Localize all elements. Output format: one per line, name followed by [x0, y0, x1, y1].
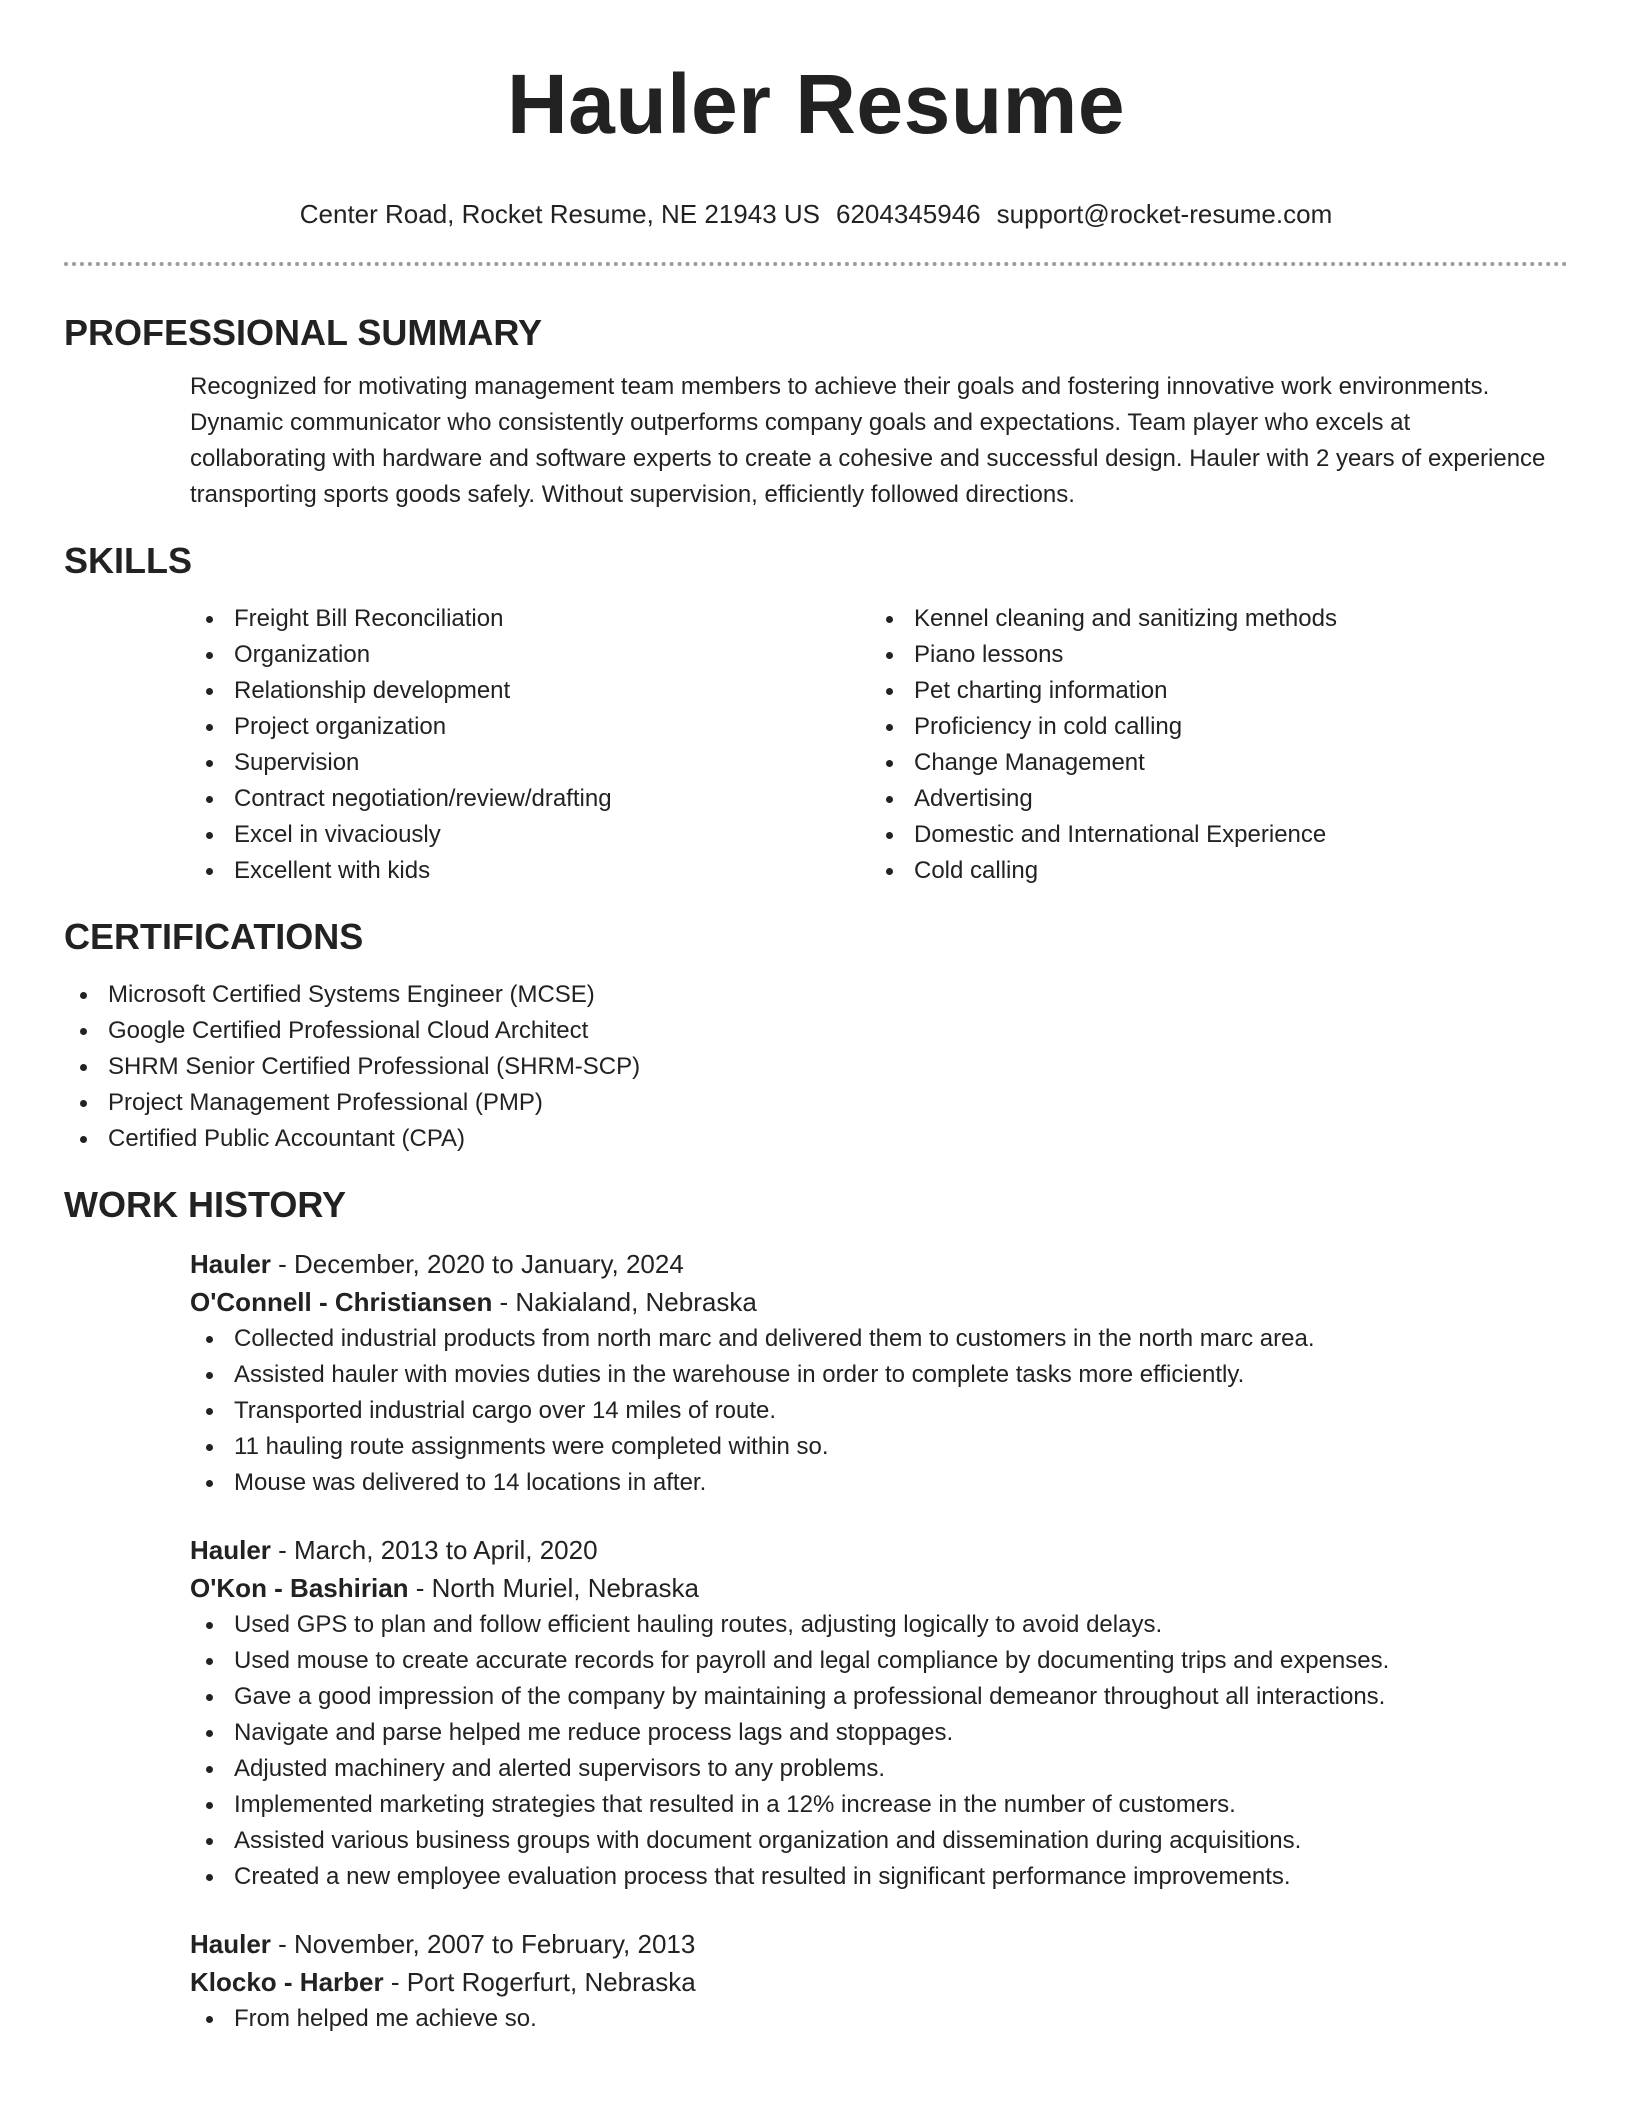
list-item: Cold calling [870, 853, 1550, 889]
list-item: Contract negotiation/review/drafting [190, 781, 870, 817]
job-entry [190, 1925, 1568, 2037]
job-location: - Port Rogerfurt, Nebraska [383, 1967, 696, 1997]
list-item: Excel in vivaciously [190, 817, 870, 853]
list-item: Proficiency in cold calling [870, 709, 1550, 745]
job-company-line [190, 1569, 1568, 1607]
list-item: Project Management Professional (PMP) [64, 1085, 1568, 1121]
skills-grid [190, 601, 1568, 889]
job-location: - Nakialand, Nebraska [492, 1287, 757, 1317]
list-item: 11 hauling route assignments were completed within so. [190, 1429, 1568, 1465]
job-company: O'Connell - Christiansen [190, 1287, 493, 1317]
list-item: Kennel cleaning and sanitizing methods [870, 601, 1550, 637]
job-role: Hauler [190, 1929, 271, 1959]
list-item: Change Management [870, 745, 1550, 781]
list-item: Gave a good impression of the company by maintaining a professional demeanor throughout all interactions. [190, 1679, 1568, 1715]
list-item: Microsoft Certified Systems Engineer (MCSE) [64, 977, 1568, 1013]
list-item: Supervision [190, 745, 870, 781]
skills-title: SKILLS [64, 540, 193, 581]
job-dates: - December, 2020 to January, 2024 [270, 1249, 684, 1279]
list-item: Freight Bill Reconciliation [190, 601, 870, 637]
list-item: Collected industrial products from north marc and delivered them to customers in the north marc area. [190, 1321, 1568, 1357]
job-company: Klocko - Harber [190, 1967, 384, 1997]
header-divider [64, 262, 1568, 266]
list-item: Google Certified Professional Cloud Architect [64, 1013, 1568, 1049]
summary-title: PROFESSIONAL SUMMARY [64, 312, 543, 353]
contact-address: Center Road, Rocket Resume, NE 21943 US [299, 199, 821, 229]
summary-text: Recognized for motivating management team members to achieve their goals and fostering innovative work environments. Dynamic communicator who consistently outperforms company goals and expectations. Team player who excels at collaborating with hardware and software experts to create a cohesive and successful design. Hauler with 2 years of experience transporting sports goods safely. Without supervision, efficiently followed directions. [190, 373, 1546, 508]
list-item: Pet charting information [870, 673, 1550, 709]
list-item: Adjusted machinery and alerted supervisors to any problems. [190, 1751, 1568, 1787]
job-company-line [190, 1283, 1568, 1321]
certifications-section [64, 915, 1568, 1157]
contact-line [64, 196, 1568, 232]
job-bullets [190, 2001, 1568, 2037]
job-title-line [190, 1531, 1568, 1569]
list-item: Mouse was delivered to 14 locations in after. [190, 1465, 1568, 1501]
list-item: Piano lessons [870, 637, 1550, 673]
certifications-list [64, 977, 1568, 1157]
job-dates: - November, 2007 to February, 2013 [270, 1929, 696, 1959]
job-dates: - March, 2013 to April, 2020 [270, 1535, 598, 1565]
list-item: Project organization [190, 709, 870, 745]
job-location: - North Muriel, Nebraska [408, 1573, 699, 1603]
skills-section [64, 539, 1568, 889]
list-item: Certified Public Accountant (CPA) [64, 1121, 1568, 1157]
resume-page [64, 0, 1568, 2037]
contact-phone: 6204345946 [836, 199, 981, 229]
job-role: Hauler [190, 1535, 271, 1565]
skills-list-right [870, 601, 1550, 889]
job-entry [190, 1531, 1568, 1895]
list-item: Relationship development [190, 673, 870, 709]
job-company: O'Kon - Bashirian [190, 1573, 409, 1603]
list-item: Advertising [870, 781, 1550, 817]
work-history-section [64, 1183, 1568, 2037]
list-item: Created a new employee evaluation process that resulted in significant performance improvements. [190, 1859, 1568, 1895]
job-company-line [190, 1963, 1568, 2001]
job-bullets [190, 1607, 1568, 1895]
list-item: Excellent with kids [190, 853, 870, 889]
list-item: Organization [190, 637, 870, 673]
list-item: Assisted hauler with movies duties in the warehouse in order to complete tasks more efficiently. [190, 1357, 1568, 1393]
summary-section [64, 311, 1568, 513]
list-item: Assisted various business groups with document organization and dissemination during acquisitions. [190, 1823, 1568, 1859]
list-item: From helped me achieve so. [190, 2001, 1568, 2037]
job-title-line [190, 1245, 1568, 1283]
list-item: Domestic and International Experience [870, 817, 1550, 853]
list-item: Implemented marketing strategies that resulted in a 12% increase in the number of customers. [190, 1787, 1568, 1823]
certifications-title: CERTIFICATIONS [64, 916, 364, 957]
list-item: Used mouse to create accurate records for payroll and legal compliance by documenting trips and expenses. [190, 1643, 1568, 1679]
list-item: Transported industrial cargo over 14 miles of route. [190, 1393, 1568, 1429]
resume-name: Hauler Resume [506, 57, 1126, 151]
skills-list-left [190, 601, 870, 889]
contact-email[interactable]: support@rocket-resume.com [996, 199, 1333, 229]
job-title-line [190, 1925, 1568, 1963]
job-entry [190, 1245, 1568, 1501]
list-item: SHRM Senior Certified Professional (SHRM-SCP) [64, 1049, 1568, 1085]
job-role: Hauler [190, 1249, 271, 1279]
job-bullets [190, 1321, 1568, 1501]
list-item: Used GPS to plan and follow efficient hauling routes, adjusting logically to avoid delays. [190, 1607, 1568, 1643]
list-item: Navigate and parse helped me reduce process lags and stoppages. [190, 1715, 1568, 1751]
work-history-title: WORK HISTORY [64, 1184, 347, 1225]
